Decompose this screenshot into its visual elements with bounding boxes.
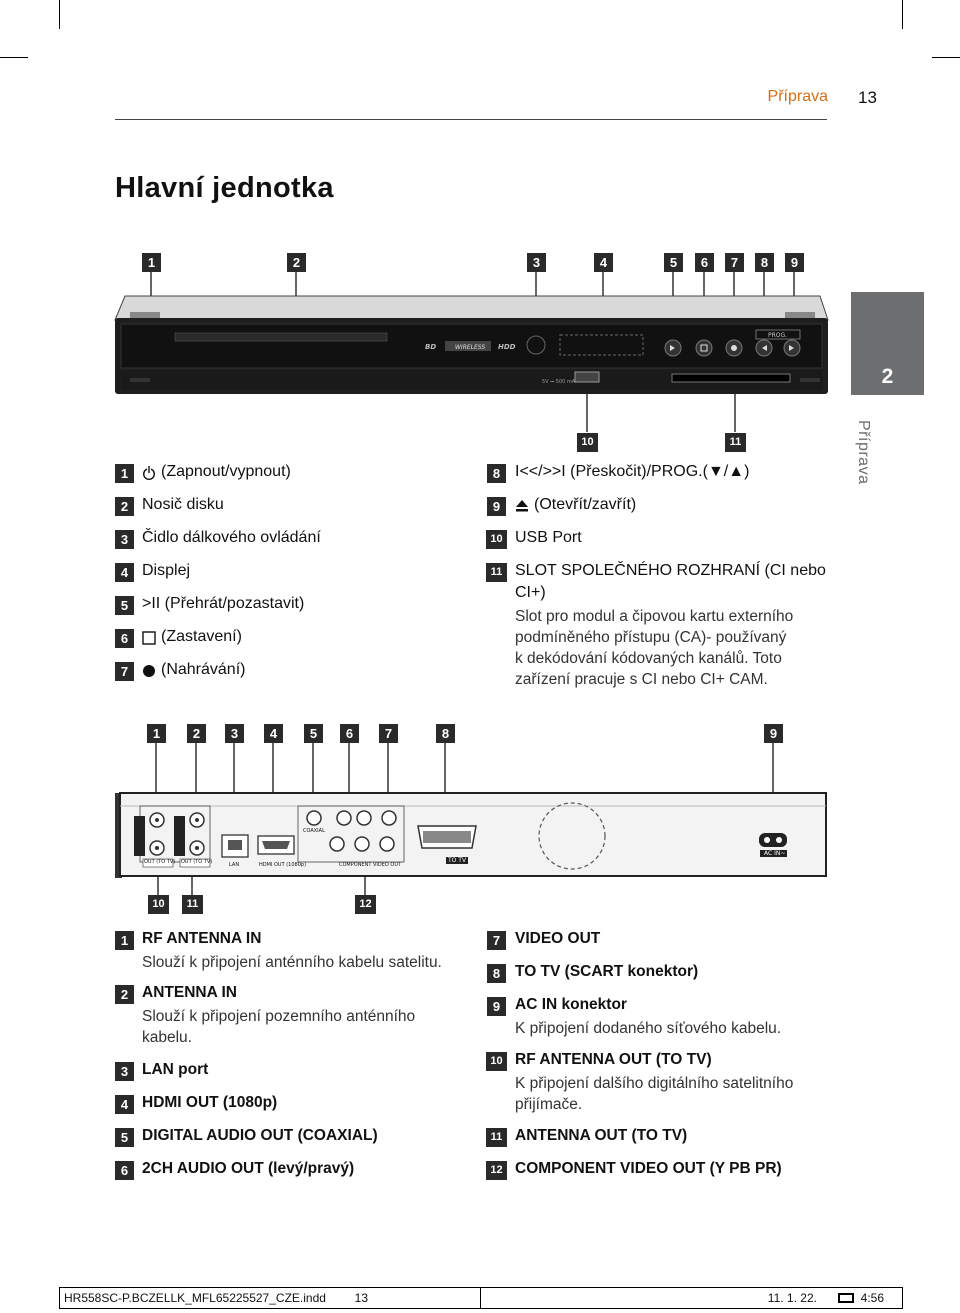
item-badge: 1 <box>115 931 134 950</box>
print-slug <box>59 1287 481 1309</box>
svg-text:HDD: HDD <box>498 343 516 351</box>
callout-badge: 2 <box>187 724 206 743</box>
item-title: COMPONENT VIDEO OUT (Y PB PR) <box>515 1160 782 1177</box>
item-label: CI+) <box>515 584 546 601</box>
item-badge: 12 <box>486 1161 507 1180</box>
item-title: AC IN konektor <box>515 996 627 1013</box>
print-slug-date <box>478 1287 903 1309</box>
item-badge: 4 <box>115 563 134 582</box>
callout-badge: 5 <box>664 253 683 272</box>
slug-filename: HR558SC-P.BCZELLK_MFL65225527_CZE.indd <box>64 1291 326 1305</box>
callout-badge: 6 <box>695 253 714 272</box>
svg-text:5V ⎓ 500 mA: 5V ⎓ 500 mA <box>542 379 576 385</box>
item-title: 2CH AUDIO OUT (levý/pravý) <box>142 1160 355 1177</box>
page-title: Hlavní jednotka <box>115 172 334 204</box>
running-header-section: Příprava <box>767 88 828 105</box>
slug-date: 11. 1. 22. <box>767 1291 817 1305</box>
callout-badge: 3 <box>225 724 244 743</box>
item-title: TO TV (SCART konektor) <box>515 963 699 980</box>
callout-badge: 3 <box>527 253 546 272</box>
item-description: Slouží k připojení anténního kabelu satelitu. <box>142 954 442 971</box>
item-title: DIGITAL AUDIO OUT (COAXIAL) <box>142 1127 378 1144</box>
item-badge: 3 <box>115 530 134 549</box>
item-badge: 2 <box>115 497 134 516</box>
item-description: podmíněného přístupu (CA)- používaný <box>515 629 787 646</box>
item-label: (Zapnout/vypnout) <box>161 463 291 480</box>
item-badge: 9 <box>487 497 506 516</box>
item-label: SLOT SPOLEČNÉHO ROZHRANÍ (CI nebo <box>515 562 826 579</box>
rear-label: TO TV <box>448 857 467 864</box>
item-badge: 2 <box>115 985 134 1004</box>
callout-badge: 1 <box>147 724 166 743</box>
rear-label: AC IN~ <box>764 850 786 857</box>
callout-badge: 1 <box>142 253 161 272</box>
page-number: 13 <box>858 88 877 107</box>
item-badge: 3 <box>115 1062 134 1081</box>
item-title: RF ANTENNA OUT (TO TV) <box>515 1051 712 1068</box>
rear-label: OUT (TO TV) <box>181 859 213 865</box>
item-description: K připojení dodaného síťového kabelu. <box>515 1020 782 1037</box>
item-badge: 9 <box>487 997 506 1016</box>
item-description: zařízení pracuje s CI nebo CI+ CAM. <box>515 671 768 688</box>
item-title: ANTENNA OUT (TO TV) <box>515 1127 688 1144</box>
item-badge: 7 <box>115 662 134 681</box>
power-icon <box>142 466 156 480</box>
item-description: Slot pro modul a čipovou kartu externího <box>515 608 794 625</box>
item-title: ANTENNA IN <box>142 984 238 1001</box>
callout-badge: 7 <box>725 253 744 272</box>
item-label: (Nahrávání) <box>161 661 246 678</box>
callout-badge: 10 <box>577 433 598 452</box>
item-badge: 8 <box>487 464 506 483</box>
item-badge: 5 <box>115 596 134 615</box>
svg-text:PROG.: PROG. <box>768 332 788 339</box>
item-badge: 10 <box>486 530 507 549</box>
item-label: I<</>>I (Přeskočit)/PROG.(▼/▲) <box>515 463 750 480</box>
item-label: Čidlo dálkového ovládání <box>142 529 321 546</box>
callout-badge: 7 <box>379 724 398 743</box>
item-label: USB Port <box>515 529 582 546</box>
callout-badge: 2 <box>287 253 306 272</box>
item-badge: 1 <box>115 464 134 483</box>
slug-time: 4:56 <box>860 1291 884 1305</box>
front-panel-drawing <box>0 0 960 460</box>
rear-panel-drawing <box>0 720 960 920</box>
item-description: Slouží k připojení pozemního anténního kabelu. <box>142 1008 416 1046</box>
rear-label: HDMI OUT (1080p) <box>259 862 307 868</box>
record-icon <box>142 664 156 678</box>
eject-icon <box>515 499 529 513</box>
callout-badge: 9 <box>764 724 783 743</box>
callout-badge: 11 <box>725 433 746 452</box>
slug-page: 13 <box>354 1291 368 1305</box>
chapter-label: Příprava <box>855 420 872 485</box>
item-label: (Zastavení) <box>161 628 242 645</box>
callout-badge: 6 <box>340 724 359 743</box>
item-badge: 11 <box>486 563 507 582</box>
item-description: K připojení dalšího digitálního satelitního přijímače. <box>515 1075 794 1113</box>
svg-text:WIRELESS: WIRELESS <box>455 344 486 351</box>
item-badge: 4 <box>115 1095 134 1114</box>
item-badge: 6 <box>115 629 134 648</box>
callout-badge: 10 <box>148 895 169 914</box>
clock-icon <box>838 1293 854 1303</box>
item-title: RF ANTENNA IN <box>142 930 262 947</box>
item-badge: 7 <box>487 931 506 950</box>
item-badge: 6 <box>115 1161 134 1180</box>
item-description: k dekódování kódovaných kanálů. Toto <box>515 650 782 667</box>
rear-label: LAN <box>229 862 240 868</box>
callout-badge: 11 <box>182 895 203 914</box>
callout-badge: 4 <box>594 253 613 272</box>
item-title: LAN port <box>142 1061 209 1078</box>
callout-badge: 12 <box>355 895 376 914</box>
callout-badge: 9 <box>785 253 804 272</box>
item-badge: 5 <box>115 1128 134 1147</box>
item-label: >II (Přehrát/pozastavit) <box>142 595 305 612</box>
callout-badge: 8 <box>755 253 774 272</box>
item-label: Nosič disku <box>142 496 224 513</box>
chapter-number: 2 <box>881 365 894 388</box>
item-title: VIDEO OUT <box>515 930 601 947</box>
rear-label: COAXIAL <box>303 828 325 834</box>
item-badge: 8 <box>487 964 506 983</box>
item-label: (Otevřít/zavřít) <box>534 496 637 513</box>
item-title: HDMI OUT (1080p) <box>142 1094 278 1111</box>
callout-badge: 8 <box>436 724 455 743</box>
item-badge: 11 <box>486 1128 507 1147</box>
rear-label: OUT (TO TV) <box>144 859 176 865</box>
svg-text:BD: BD <box>425 343 437 351</box>
stop-icon <box>142 631 156 645</box>
callout-badge: 4 <box>264 724 283 743</box>
item-label: Displej <box>142 562 191 579</box>
callout-badge: 5 <box>304 724 323 743</box>
rear-label: COMPONENT VIDEO OUT <box>339 862 402 868</box>
item-badge: 10 <box>486 1052 507 1071</box>
